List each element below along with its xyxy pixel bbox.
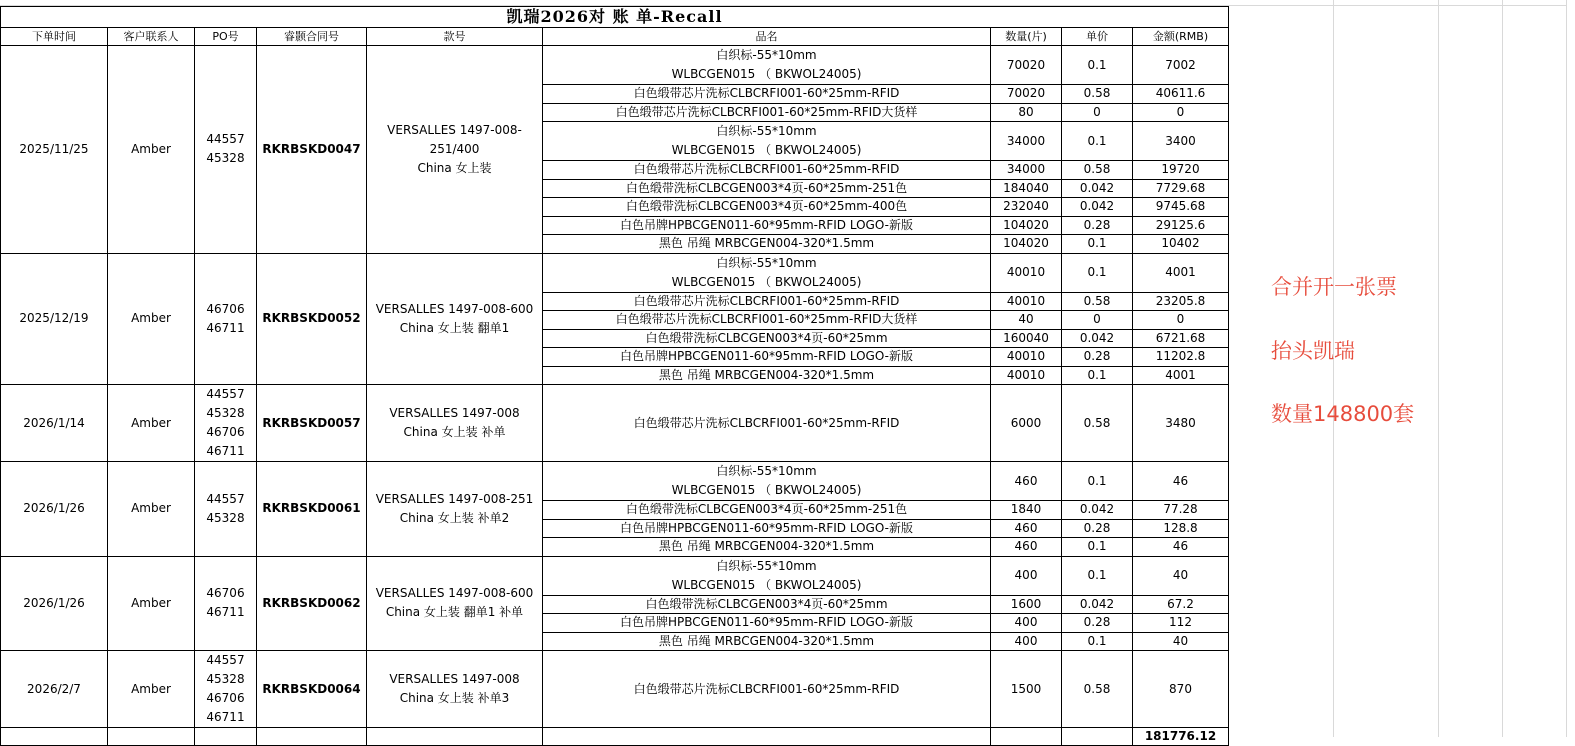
po-cell: [195, 385, 257, 462]
price-cell: 0.042: [1062, 179, 1133, 198]
product-name-cell: [543, 253, 991, 292]
contract-cell: [257, 385, 367, 462]
amount-cell: 9745.68: [1133, 198, 1229, 217]
price-cell: 0.042: [1062, 329, 1133, 348]
product-name: 白色缎带洗标CLBCGEN003*4页-60*25mm: [645, 596, 888, 611]
price-cell: 0.1: [1062, 235, 1133, 254]
contact-name: Amber: [131, 501, 171, 516]
product-name-cell: [543, 161, 991, 180]
product-name-cell: [543, 632, 991, 651]
product-name-cell: [543, 122, 991, 161]
contract-number: RKRBSKD0057: [262, 415, 361, 430]
order-date: 2026/1/14: [23, 415, 85, 430]
order-date-cell: [1, 253, 108, 385]
amount-cell: 46: [1133, 462, 1229, 501]
header-amount: 金额(RMB): [1133, 28, 1229, 46]
table-row: [1, 253, 1229, 292]
price-cell: 0.042: [1062, 198, 1133, 217]
amount-cell: 128.8: [1133, 519, 1229, 538]
amount-cell: 870: [1133, 651, 1229, 728]
qty-cell: 40: [991, 311, 1062, 330]
contact-cell: [108, 462, 195, 557]
header-contract: 睿颢合同号: [257, 28, 367, 46]
product-name: 白织标-55*10mm: [716, 255, 817, 270]
po-number: 44557: [206, 132, 245, 147]
product-name: 白织标-55*10mm: [716, 558, 817, 573]
qty-cell: 6000: [991, 385, 1062, 462]
product-name: WLBCGEN015 （ BKWOL24005): [671, 274, 862, 289]
qty-cell: 40010: [991, 253, 1062, 292]
contact-cell: [108, 651, 195, 728]
amount-cell: 67.2: [1133, 595, 1229, 614]
order-date: 2026/1/26: [23, 501, 85, 516]
order-date-cell: [1, 46, 108, 254]
amount-cell: 3400: [1133, 122, 1229, 161]
header-style: 款号: [367, 28, 543, 46]
product-name: WLBCGEN015 （ BKWOL24005): [671, 483, 862, 497]
price-cell: 0.58: [1062, 161, 1133, 180]
product-name: 白织标-55*10mm: [716, 48, 817, 62]
price-cell: 0: [1062, 103, 1133, 122]
product-name: 白色缎带芯片洗标CLBCRFI001-60*25mm-RFID: [633, 86, 900, 101]
price-cell: 0.042: [1062, 501, 1133, 520]
qty-cell: 232040: [991, 198, 1062, 217]
product-name-cell: [543, 348, 991, 367]
order-date-cell: [1, 462, 108, 557]
product-name-cell: [543, 46, 991, 85]
contract-number: RKRBSKD0052: [262, 311, 361, 326]
price-cell: 0.58: [1062, 651, 1133, 728]
gridline: [1438, 0, 1439, 737]
po-number: 44557: [206, 491, 245, 506]
po-number: 45328: [206, 672, 245, 686]
product-name: 白色缎带洗标CLBCGEN003*4页-60*25mm-251色: [625, 502, 908, 517]
style-line: VERSALLES 1497-008: [389, 406, 520, 420]
qty-cell: 460: [991, 519, 1062, 538]
qty-cell: 460: [991, 538, 1062, 557]
contract-cell: [257, 46, 367, 254]
product-name: 黑色 吊绳 MRBCGEN004-320*1.5mm: [658, 539, 875, 554]
table-row: [1, 385, 1229, 462]
price-cell: 0.1: [1062, 538, 1133, 557]
qty-cell: 160040: [991, 329, 1062, 348]
po-number: 45328: [206, 406, 245, 420]
contract-number: RKRBSKD0064: [262, 681, 361, 696]
amount-cell: 40611.6: [1133, 85, 1229, 104]
contact-cell: [108, 556, 195, 651]
gridline: [1333, 0, 1334, 737]
contact-name: Amber: [131, 311, 171, 326]
note-merge-invoice: 合并开一张票: [1271, 275, 1397, 299]
product-name-cell: [543, 366, 991, 385]
product-name-cell: [543, 519, 991, 538]
qty-cell: 104020: [991, 235, 1062, 254]
po-number: 46711: [206, 320, 245, 335]
column-edge: [1566, 0, 1575, 737]
po-number: 44557: [206, 387, 245, 401]
qty-cell: 1840: [991, 501, 1062, 520]
table-row: [1, 462, 1229, 501]
product-name-cell: [543, 216, 991, 235]
style-line: VERSALLES 1497-008-: [387, 122, 522, 137]
price-cell: 0.1: [1062, 46, 1133, 85]
price-cell: 0.1: [1062, 366, 1133, 385]
price-cell: 0: [1062, 311, 1133, 330]
order-date: 2026/2/7: [27, 681, 81, 696]
qty-cell: 70020: [991, 85, 1062, 104]
product-name: 黑色 吊绳 MRBCGEN004-320*1.5mm: [658, 367, 875, 382]
product-name: 白色缎带芯片洗标CLBCRFI001-60*25mm-RFID: [633, 415, 900, 430]
po-cell: [195, 462, 257, 557]
qty-cell: 400: [991, 556, 1062, 595]
amount-cell: 77.28: [1133, 501, 1229, 520]
order-date: 2025/12/19: [19, 311, 89, 326]
contract-cell: [257, 651, 367, 728]
style-line: China 女上装: [417, 160, 492, 175]
product-name-cell: [543, 179, 991, 198]
po-number: 46711: [206, 444, 245, 458]
product-name: 白色缎带芯片洗标CLBCRFI001-60*25mm-RFID: [633, 681, 900, 696]
product-name: 白色吊牌HPBCGEN011-60*95mm-RFID LOGO-新版: [620, 349, 913, 364]
po-cell: [195, 556, 257, 651]
amount-cell: 40: [1133, 632, 1229, 651]
style-line: China 女上装 翻单1 补单: [385, 605, 524, 620]
product-name: WLBCGEN015 （ BKWOL24005): [671, 67, 862, 81]
style-line: China 女上装 翻单1: [399, 320, 510, 335]
amount-cell: 4001: [1133, 253, 1229, 292]
sheet-title: 凯瑞2026对 账 单-Recall: [1, 7, 1229, 28]
amount-cell: 0: [1133, 103, 1229, 122]
product-name: 白织标-55*10mm: [716, 124, 817, 138]
style-line: China 女上装 补单2: [399, 510, 510, 525]
product-name: 白色缎带洗标CLBCGEN003*4页-60*25mm-400色: [625, 199, 908, 214]
price-cell: 0.28: [1062, 216, 1133, 235]
product-name: WLBCGEN015 （ BKWOL24005): [671, 577, 862, 592]
product-name: 黑色 吊绳 MRBCGEN004-320*1.5mm: [658, 236, 875, 251]
price-cell: 0.28: [1062, 348, 1133, 367]
price-cell: 0.1: [1062, 556, 1133, 595]
product-name-cell: [543, 292, 991, 311]
product-name-cell: [543, 385, 991, 462]
amount-cell: 112: [1133, 614, 1229, 633]
amount-cell: 23205.8: [1133, 292, 1229, 311]
contact-name: Amber: [131, 681, 171, 696]
table-row: [1, 651, 1229, 728]
qty-cell: 1600: [991, 595, 1062, 614]
amount-cell: 3480: [1133, 385, 1229, 462]
total-amount: 181776.12: [1133, 728, 1229, 746]
header-product: 品名: [543, 28, 991, 46]
header-contact: 客户联系人: [108, 28, 195, 46]
product-name: 黑色 吊绳 MRBCGEN004-320*1.5mm: [658, 633, 875, 648]
contact-cell: [108, 385, 195, 462]
qty-cell: 40010: [991, 366, 1062, 385]
contact-name: Amber: [131, 595, 171, 610]
qty-cell: 184040: [991, 179, 1062, 198]
table-row: [1, 556, 1229, 595]
po-number: 45328: [206, 151, 245, 166]
po-number: 45328: [206, 510, 245, 525]
po-cell: [195, 46, 257, 254]
product-name: 白色缎带芯片洗标CLBCRFI001-60*25mm-RFID大货样: [615, 312, 918, 327]
price-cell: 0.1: [1062, 253, 1133, 292]
product-name: 白织标-55*10mm: [716, 464, 817, 478]
product-name-cell: [543, 311, 991, 330]
qty-cell: 80: [991, 103, 1062, 122]
amount-cell: 11202.8: [1133, 348, 1229, 367]
amount-cell: 29125.6: [1133, 216, 1229, 235]
note-invoice-header: 抬头凯瑞: [1271, 339, 1355, 363]
product-name: 白色吊牌HPBCGEN011-60*95mm-RFID LOGO-新版: [620, 615, 913, 630]
order-date-cell: [1, 556, 108, 651]
product-name-cell: [543, 462, 991, 501]
header-price: 单价: [1062, 28, 1133, 46]
price-cell: 0.1: [1062, 462, 1133, 501]
order-date-cell: [1, 651, 108, 728]
product-name-cell: [543, 595, 991, 614]
qty-cell: 34000: [991, 122, 1062, 161]
style-cell: [367, 462, 543, 557]
qty-cell: 104020: [991, 216, 1062, 235]
style-cell: [367, 46, 543, 254]
amount-cell: 19720: [1133, 161, 1229, 180]
style-line: VERSALLES 1497-008-600: [375, 301, 534, 316]
order-date-cell: [1, 385, 108, 462]
product-name-cell: [543, 85, 991, 104]
order-date: 2026/1/26: [23, 595, 85, 610]
qty-cell: 40010: [991, 292, 1062, 311]
style-line: China 女上装 补单3: [399, 691, 510, 705]
style-cell: [367, 556, 543, 651]
price-cell: 0.28: [1062, 519, 1133, 538]
price-cell: 0.042: [1062, 595, 1133, 614]
product-name-cell: [543, 556, 991, 595]
amount-cell: 10402: [1133, 235, 1229, 254]
product-name: 白色缎带芯片洗标CLBCRFI001-60*25mm-RFID: [633, 293, 900, 308]
qty-cell: 34000: [991, 161, 1062, 180]
qty-cell: 400: [991, 614, 1062, 633]
product-name: 白色缎带芯片洗标CLBCRFI001-60*25mm-RFID: [633, 162, 900, 177]
amount-cell: 4001: [1133, 366, 1229, 385]
amount-cell: 40: [1133, 556, 1229, 595]
qty-cell: 1500: [991, 651, 1062, 728]
amount-cell: 46: [1133, 538, 1229, 557]
po-number: 44557: [206, 653, 245, 667]
product-name-cell: [543, 538, 991, 557]
header-po: PO号: [195, 28, 257, 46]
price-cell: 0.58: [1062, 385, 1133, 462]
style-line: China 女上装 补单: [403, 425, 506, 439]
po-number: 46711: [206, 605, 245, 620]
product-name-cell: [543, 651, 991, 728]
amount-cell: 7729.68: [1133, 179, 1229, 198]
contract-cell: [257, 556, 367, 651]
contact-cell: [108, 253, 195, 385]
product-name-cell: [543, 235, 991, 254]
title-row: [1, 7, 1229, 28]
contract-cell: [257, 253, 367, 385]
contract-number: RKRBSKD0062: [262, 595, 361, 610]
style-line: 251/400: [429, 141, 480, 156]
price-cell: 0.58: [1062, 85, 1133, 104]
qty-cell: 70020: [991, 46, 1062, 85]
note-quantity: 数量148800套: [1271, 402, 1415, 426]
po-number: 46706: [206, 691, 245, 705]
style-line: VERSALLES 1497-008-600: [375, 586, 534, 601]
contact-cell: [108, 46, 195, 254]
product-name: 白色吊牌HPBCGEN011-60*95mm-RFID LOGO-新版: [620, 520, 913, 535]
product-name: 白色吊牌HPBCGEN011-60*95mm-RFID LOGO-新版: [620, 217, 913, 232]
style-cell: [367, 253, 543, 385]
po-number: 46711: [206, 710, 245, 724]
price-cell: 0.1: [1062, 122, 1133, 161]
price-cell: 0.58: [1062, 292, 1133, 311]
product-name: 白色缎带洗标CLBCGEN003*4页-60*25mm-251色: [625, 180, 908, 195]
qty-cell: 400: [991, 632, 1062, 651]
product-name-cell: [543, 103, 991, 122]
contact-name: Amber: [131, 415, 171, 430]
product-name-cell: [543, 614, 991, 633]
table-row: [1, 46, 1229, 85]
qty-cell: 40010: [991, 348, 1062, 367]
style-line: VERSALLES 1497-008-251: [375, 491, 534, 506]
amount-cell: 7002: [1133, 46, 1229, 85]
reconciliation-table: [0, 6, 1229, 746]
qty-cell: 460: [991, 462, 1062, 501]
header-order-date: 下单时间: [1, 28, 108, 46]
po-cell: [195, 253, 257, 385]
product-name-cell: [543, 198, 991, 217]
product-name: 白色缎带芯片洗标CLBCRFI001-60*25mm-RFID大货样: [615, 104, 918, 119]
order-date: 2025/11/25: [19, 141, 89, 156]
style-cell: [367, 385, 543, 462]
po-number: 46706: [206, 586, 245, 601]
po-number: 46706: [206, 301, 245, 316]
product-name: WLBCGEN015 （ BKWOL24005): [671, 143, 862, 157]
po-number: 46706: [206, 425, 245, 439]
contact-name: Amber: [131, 141, 171, 156]
amount-cell: 6721.68: [1133, 329, 1229, 348]
product-name: 白色缎带洗标CLBCGEN003*4页-60*25mm: [645, 330, 888, 345]
price-cell: 0.1: [1062, 632, 1133, 651]
header-qty: 数量(片): [991, 28, 1062, 46]
style-line: VERSALLES 1497-008: [389, 672, 520, 686]
product-name-cell: [543, 501, 991, 520]
product-name-cell: [543, 329, 991, 348]
contract-number: RKRBSKD0061: [262, 501, 361, 516]
gridline: [1502, 0, 1503, 737]
contract-cell: [257, 462, 367, 557]
price-cell: 0.28: [1062, 614, 1133, 633]
po-cell: [195, 651, 257, 728]
header-row: [1, 28, 1229, 46]
style-cell: [367, 651, 543, 728]
contract-number: RKRBSKD0047: [262, 141, 361, 156]
amount-cell: 0: [1133, 311, 1229, 330]
